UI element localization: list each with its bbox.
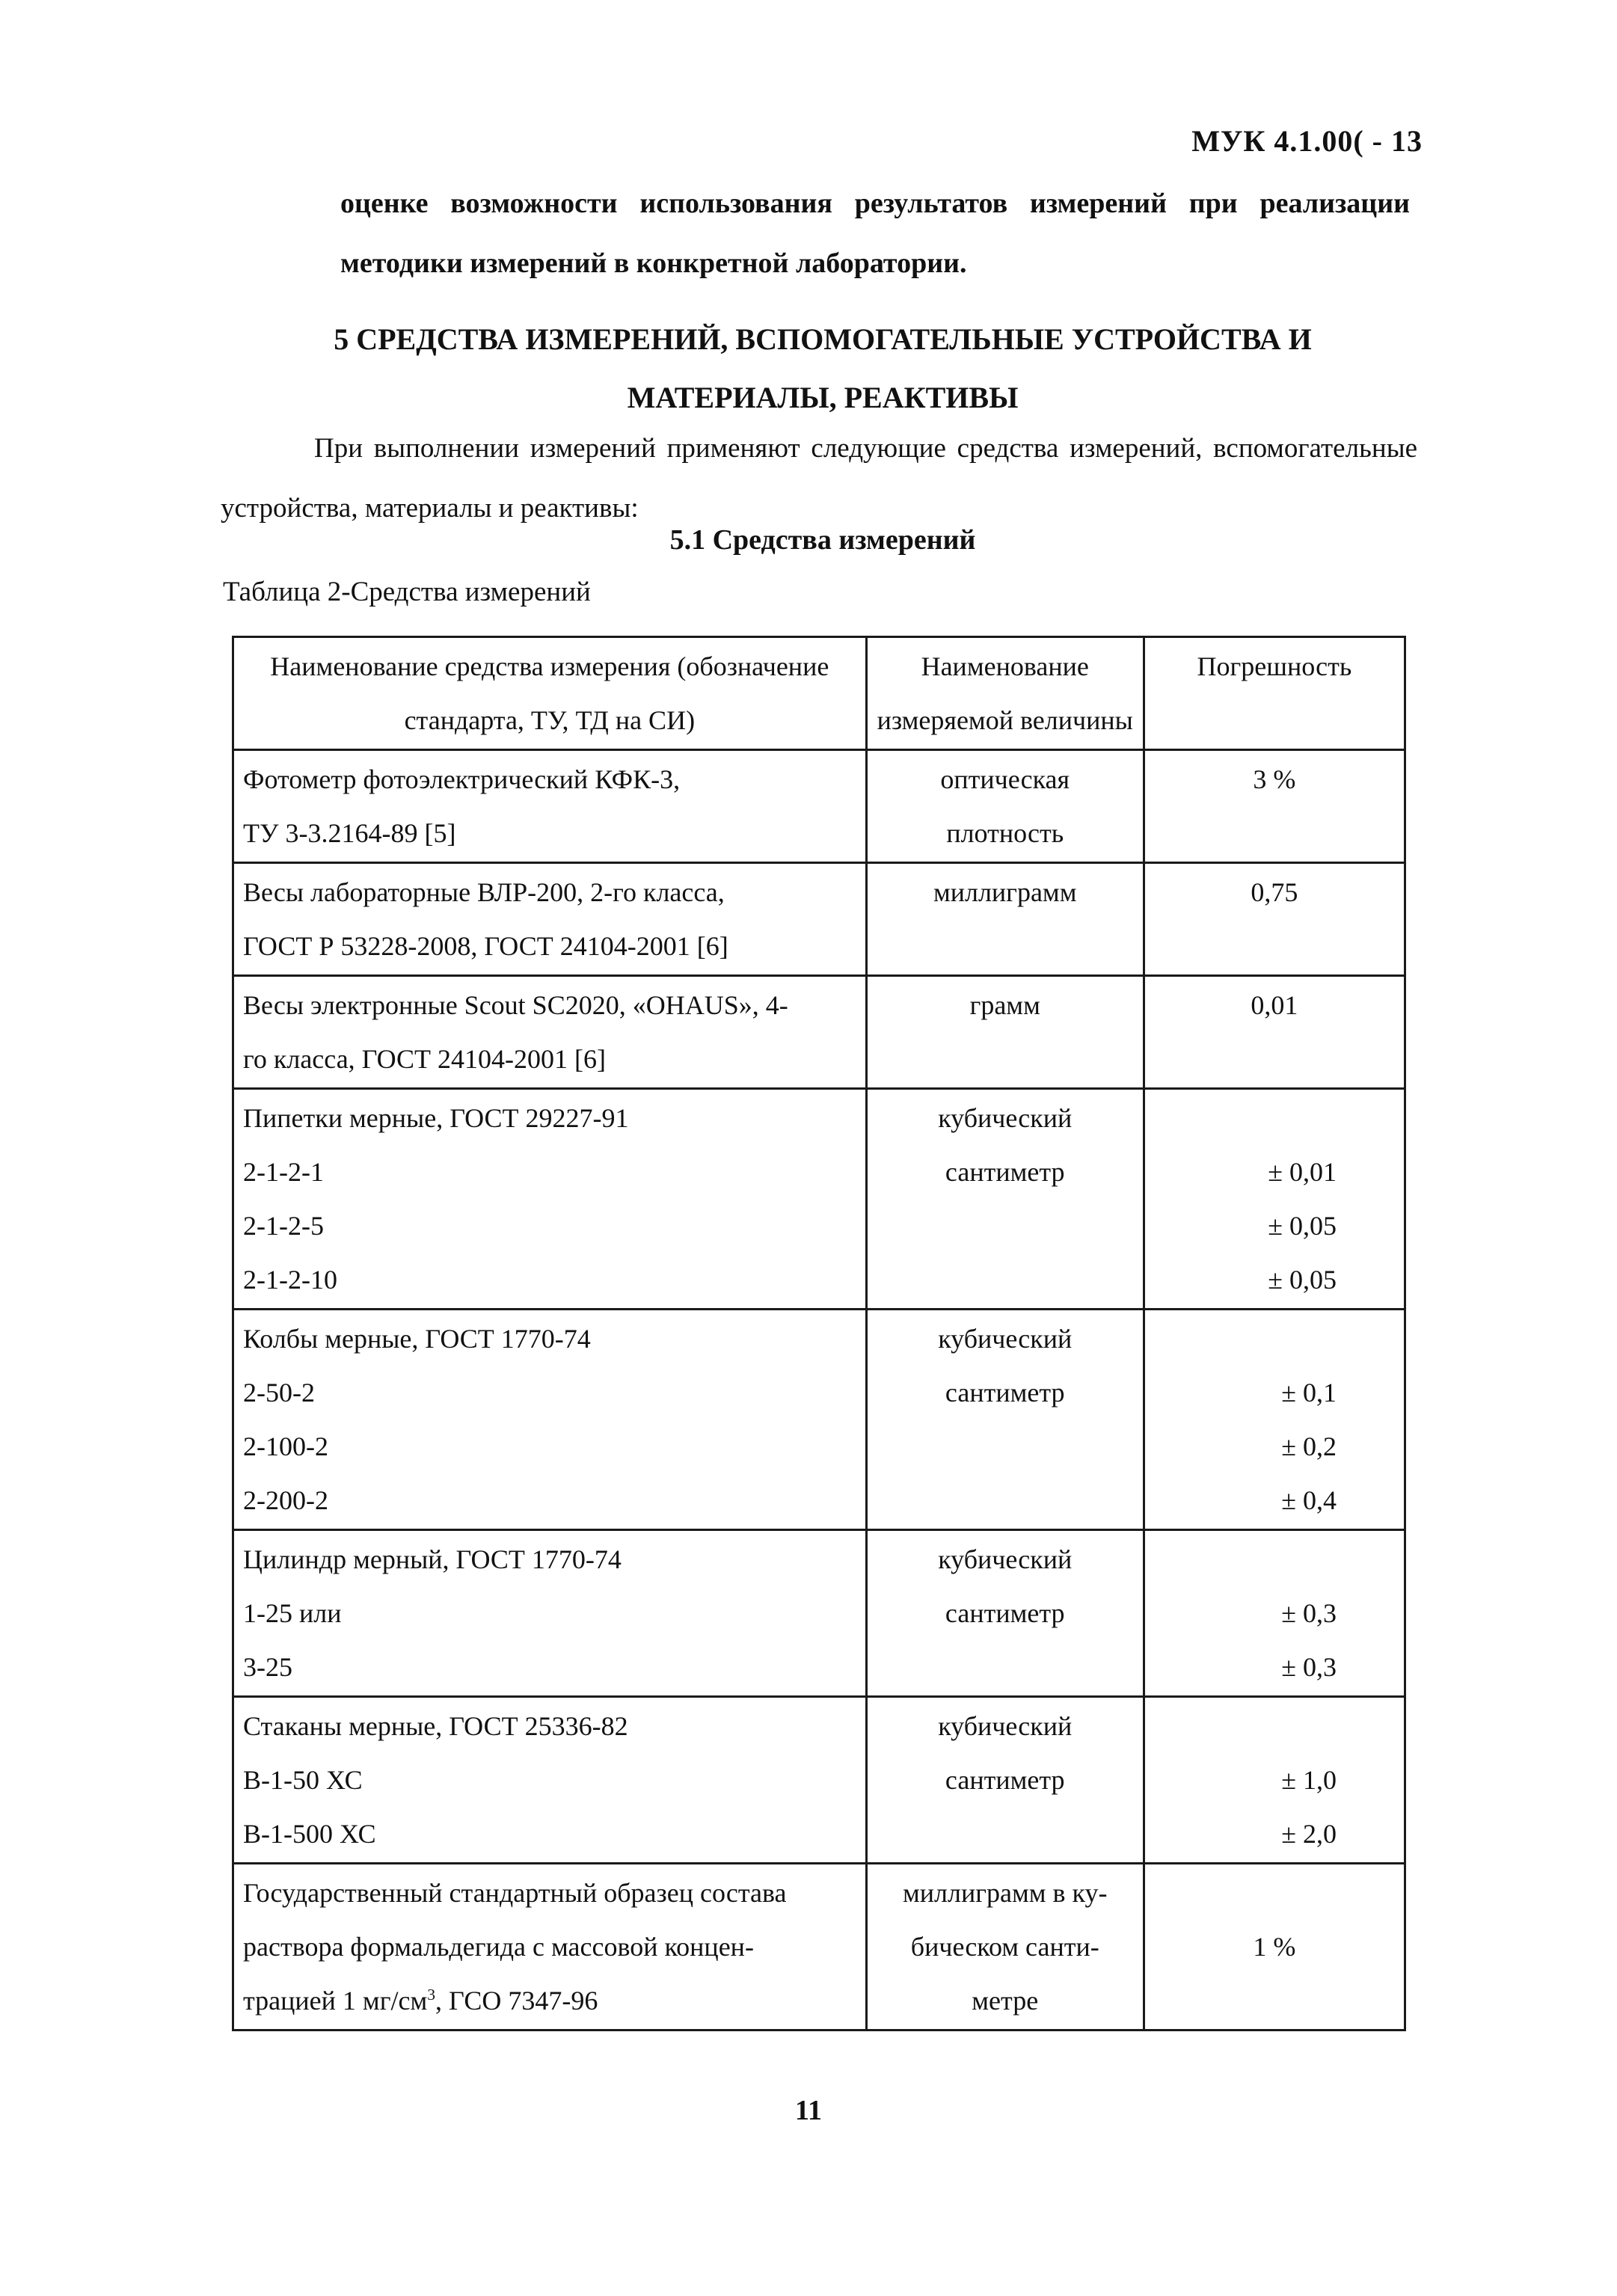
header-name: Наименование средства измерения (обозначение стандарта, ТУ, ТД на СИ) — [233, 637, 867, 750]
table-row — [233, 976, 1405, 1089]
table-row — [233, 1864, 1405, 2031]
document-code: МУК 4.1.00( - 13 — [1191, 124, 1423, 158]
error-line — [1154, 1532, 1337, 1586]
cell-measured-quantity — [866, 1864, 1144, 2031]
cell-instrument-name — [233, 1089, 867, 1310]
cell-instrument-name — [233, 976, 867, 1089]
table-row — [233, 1530, 1405, 1697]
instrument-line: Весы электронные Scout SC2020, «OHAUS», 4- — [243, 990, 788, 1020]
instrument-line: Фотометр фотоэлектрический КФК-3, — [243, 764, 681, 794]
instrument-line: Колбы мерные, ГОСТ 1770-74 — [243, 1324, 591, 1354]
instrument-line: Пипетки мерные, ГОСТ 29227-91 — [243, 1103, 629, 1133]
error-line: ± 0,05 — [1268, 1265, 1337, 1295]
cell-error — [1144, 1697, 1405, 1864]
cell-measured-quantity — [866, 1697, 1144, 1864]
instrument-line: Стаканы мерные, ГОСТ 25336-82 — [243, 1711, 628, 1741]
lead-paragraph: При выполнении измерений применяют следующие средства измерений, вспомогательные устройства, материалы и реактивы: — [221, 433, 1417, 524]
quantity-line: сантиметр — [945, 1765, 1065, 1795]
table-body — [233, 750, 1405, 2031]
cell-measured-quantity — [866, 863, 1144, 976]
error-line: ± 1,0 — [1281, 1765, 1337, 1795]
instrument-line: Цилиндр мерный, ГОСТ 1770-74 — [243, 1544, 622, 1574]
instrument-line: ТУ 3-3.2164-89 [5] — [243, 818, 456, 848]
section-title — [224, 310, 1421, 427]
instrument-line: 1-25 или — [243, 1598, 342, 1628]
quantity-line: миллиграмм — [933, 877, 1077, 907]
table-row — [233, 863, 1405, 976]
cell-measured-quantity — [866, 750, 1144, 863]
intro-paragraph: оценке возможности использования результатов измерений при реализации методики измерений в конкретной лаборатории. — [340, 188, 1410, 279]
subsection-title: 5.1 Средства измерений — [669, 524, 976, 556]
error-line — [1154, 1312, 1337, 1366]
cell-error — [1144, 1530, 1405, 1697]
error-line — [1154, 1866, 1395, 1920]
instrument-line-text: трацией 1 мг/см — [243, 1986, 428, 2016]
error-line — [1154, 1699, 1337, 1753]
cell-error — [1144, 1864, 1405, 2031]
error-line: ± 0,1 — [1281, 1378, 1337, 1408]
quantity-line: метре — [972, 1986, 1039, 2016]
instrument-line: го класса, ГОСТ 24104-2001 [6] — [243, 1044, 606, 1074]
cell-instrument-name — [233, 1310, 867, 1530]
instrument-line: 2-200-2 — [243, 1485, 328, 1515]
quantity-line: сантиметр — [945, 1157, 1065, 1187]
table-row — [233, 1697, 1405, 1864]
section-title-line-2: МАТЕРИАЛЫ, РЕАКТИВЫ — [627, 381, 1019, 414]
quantity-line: бическом санти- — [910, 1932, 1099, 1962]
instruments-table — [232, 636, 1406, 2031]
cell-error — [1144, 976, 1405, 1089]
header-error: Погрешность — [1144, 637, 1405, 750]
section-title-line-1: 5 СРЕДСТВА ИЗМЕРЕНИЙ, ВСПОМОГАТЕЛЬНЫЕ УСТРОЙСТВА И — [334, 322, 1312, 356]
cell-instrument-name — [233, 750, 867, 863]
quantity-line: кубический — [938, 1324, 1073, 1354]
instrument-line: 2-1-2-5 — [243, 1211, 324, 1241]
error-line: 3 % — [1253, 764, 1296, 794]
page-number: 11 — [795, 2095, 822, 2126]
instrument-line: 2-1-2-1 — [243, 1157, 324, 1187]
header-quantity: Наименование измеряемой величины — [866, 637, 1144, 750]
instrument-line — [243, 1974, 856, 2028]
cell-error — [1144, 863, 1405, 976]
error-line: ± 2,0 — [1281, 1819, 1337, 1849]
error-line: ± 0,01 — [1268, 1157, 1337, 1187]
error-line — [1154, 1091, 1337, 1145]
instrument-line: раствора формальдегида с массовой концен- — [243, 1932, 754, 1962]
instrument-line: Весы лабораторные ВЛР-200, 2-го класса, — [243, 877, 725, 907]
cell-measured-quantity — [866, 976, 1144, 1089]
error-line: 0,75 — [1251, 877, 1298, 907]
error-line: ± 0,4 — [1281, 1485, 1337, 1515]
cell-error — [1144, 1089, 1405, 1310]
instrument-line: В-1-50 ХС — [243, 1765, 363, 1795]
instrument-line: 2-1-2-10 — [243, 1265, 337, 1295]
instrument-line: В-1-500 ХС — [243, 1819, 376, 1849]
instrument-line-text: , ГСО 7347-96 — [435, 1986, 598, 2016]
superscript: 3 — [427, 1986, 436, 2004]
cell-measured-quantity — [866, 1530, 1144, 1697]
quantity-line: кубический — [938, 1711, 1073, 1741]
error-line: 0,01 — [1251, 990, 1298, 1020]
cell-measured-quantity — [866, 1089, 1144, 1310]
instrument-line: Государственный стандартный образец состава — [243, 1878, 787, 1908]
instrument-line: 2-50-2 — [243, 1378, 315, 1408]
error-line: ± 0,3 — [1281, 1652, 1337, 1682]
quantity-line: сантиметр — [945, 1378, 1065, 1408]
cell-measured-quantity — [866, 1310, 1144, 1530]
table-row — [233, 1089, 1405, 1310]
quantity-line: миллиграмм в ку- — [902, 1878, 1108, 1908]
quantity-line: сантиметр — [945, 1598, 1065, 1628]
quantity-line: грамм — [969, 990, 1040, 1020]
cell-instrument-name — [233, 863, 867, 976]
table-header-row — [233, 637, 1405, 750]
error-line: ± 0,2 — [1281, 1431, 1337, 1461]
error-line: ± 0,05 — [1268, 1211, 1337, 1241]
cell-instrument-name — [233, 1864, 867, 2031]
table-row — [233, 750, 1405, 863]
cell-error — [1144, 750, 1405, 863]
quantity-line: плотность — [946, 818, 1064, 848]
cell-instrument-name — [233, 1530, 867, 1697]
table-row — [233, 1310, 1405, 1530]
instrument-line: 2-100-2 — [243, 1431, 328, 1461]
quantity-line: кубический — [938, 1103, 1073, 1133]
cell-instrument-name — [233, 1697, 867, 1864]
error-line: 1 % — [1253, 1932, 1296, 1962]
table-caption: Таблица 2-Средства измерений — [223, 577, 591, 607]
cell-error — [1144, 1310, 1405, 1530]
instrument-line: ГОСТ Р 53228-2008, ГОСТ 24104-2001 [6] — [243, 931, 728, 961]
quantity-line: оптическая — [940, 764, 1070, 794]
instrument-line: 3-25 — [243, 1652, 292, 1682]
quantity-line: кубический — [938, 1544, 1073, 1574]
error-line: ± 0,3 — [1281, 1598, 1337, 1628]
